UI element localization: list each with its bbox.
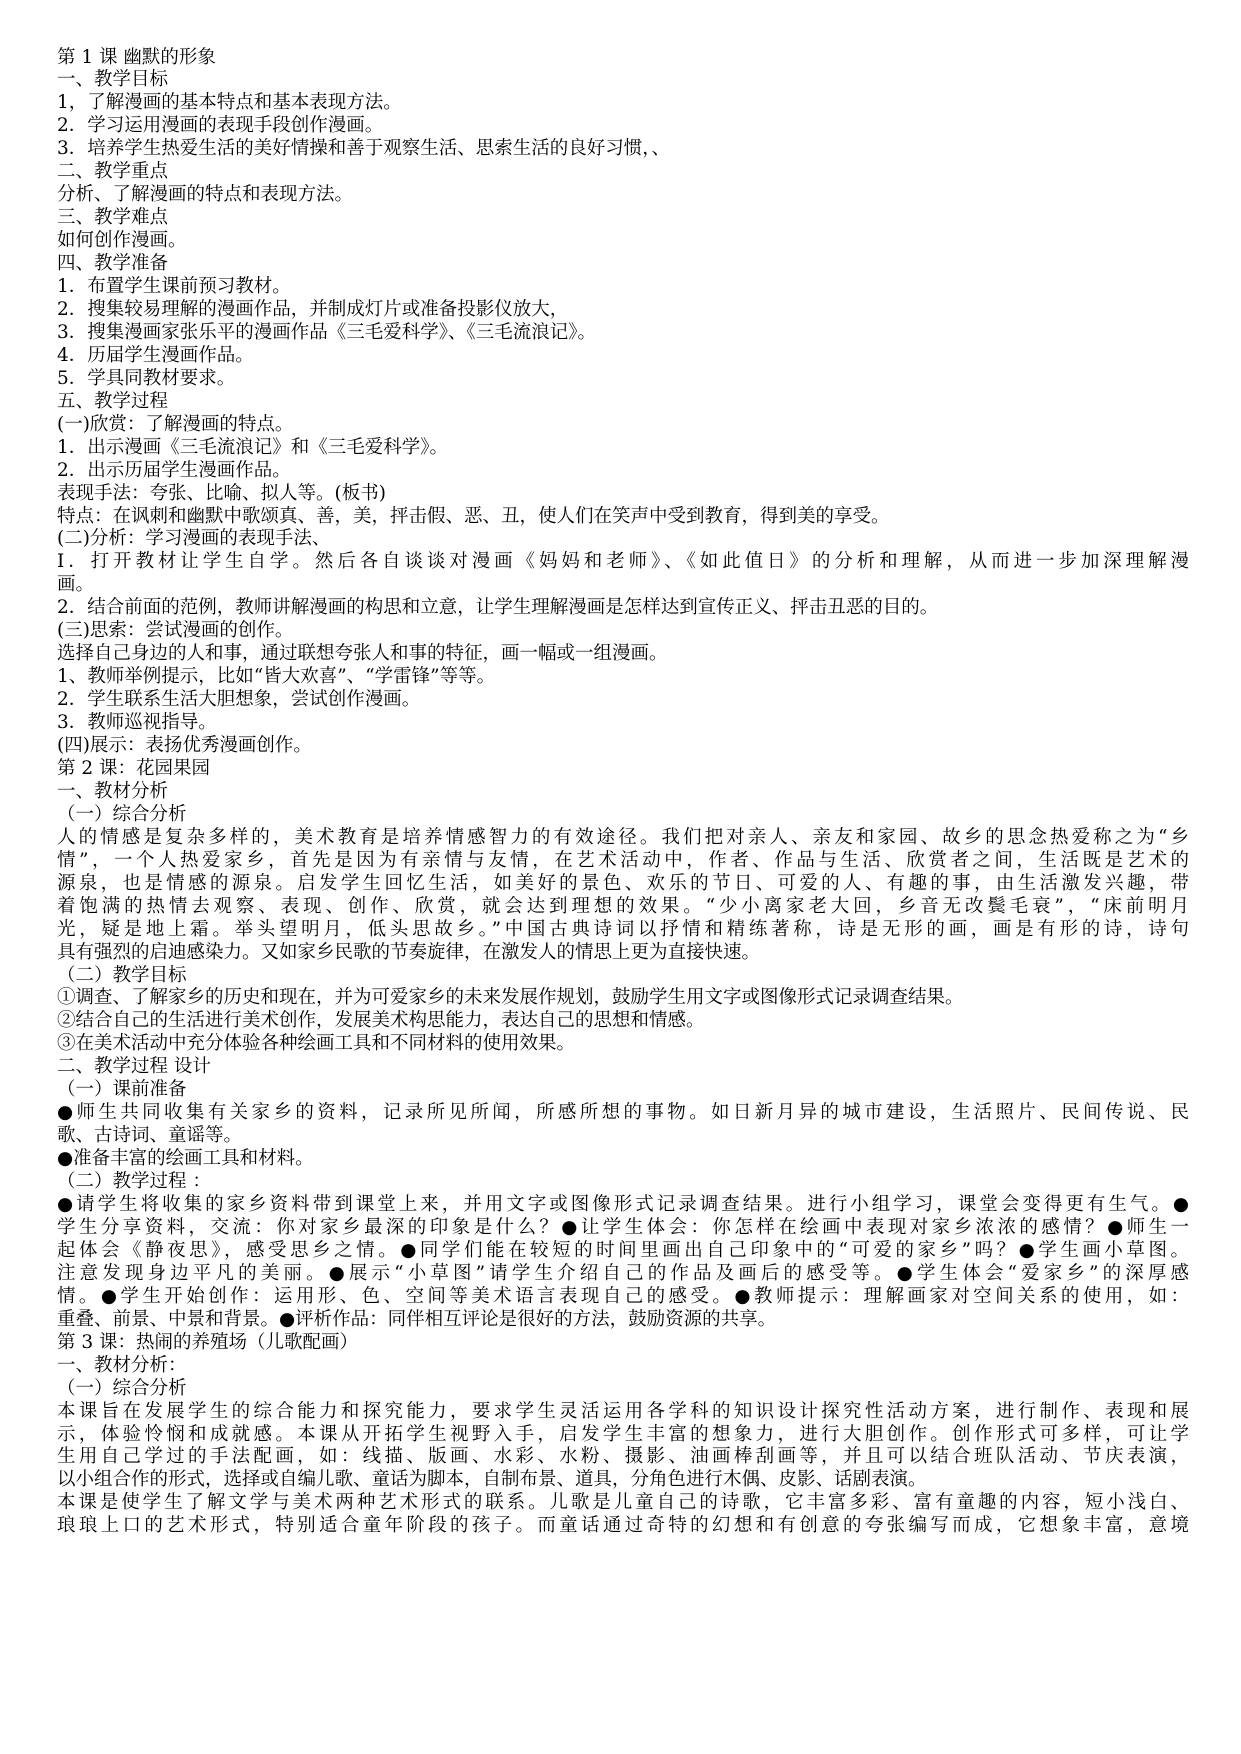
text-line: ●准备丰富的绘画工具和材料。 bbox=[57, 1148, 314, 1170]
text-line: ●师生共同收集有关家乡的资料，记录所见所闻，所感所想的事物。如日新月异的城市建设，生活照片、民间传说、民 bbox=[57, 1102, 1189, 1124]
text-line: 重叠、前景、中景和背景。●评析作品：同伴相互评论是很好的方法，鼓励资源的共享。 bbox=[57, 1308, 777, 1330]
text-line: 画。 bbox=[57, 574, 95, 596]
text-line: 示，体验怜悯和成就感。本课从开拓学生视野入手，启发学生丰富的想象力，进行大胆创作。创作形式可多样，可让学 bbox=[57, 1423, 1189, 1445]
text-line: 第 3 课：热闹的养殖场（儿歌配画） bbox=[57, 1331, 359, 1353]
text-line: （一）课前准备 bbox=[57, 1079, 187, 1101]
text-line: 人的情感是复杂多样的，美术教育是培养情感智力的有效途径。我们把对亲人、亲友和家园、故乡的思念热爱称之为“乡 bbox=[57, 826, 1189, 848]
text-line: 五、教学过程 bbox=[57, 390, 169, 412]
text-line: 2．结合前面的范例，教师讲解漫画的构思和立意，让学生理解漫画是怎样达到宣传正义、抨击丑恶的目的。 bbox=[57, 597, 939, 619]
text-line: 一、教材分析 bbox=[57, 780, 169, 802]
text-line: 光，疑是地上霜。举头望明月，低头思故乡。”中国古典诗词以抒情和精练著称，诗是无形的画，画是有形的诗，诗句 bbox=[57, 918, 1189, 940]
text-line: 三、教学难点 bbox=[57, 207, 169, 229]
text-line: ③在美术活动中充分体验各种绘画工具和不同材料的使用效果。 bbox=[57, 1033, 576, 1055]
text-line: 一、教材分析： bbox=[57, 1354, 187, 1376]
text-line: 表现手法：夸张、比喻、拟人等。(板书) bbox=[57, 482, 386, 504]
text-line: (一)欣赏：了解漫画的特点。 bbox=[57, 413, 294, 435]
text-line: 本课旨在发展学生的综合能力和探究能力，要求学生灵活运用各学科的知识设计探究性活动方案，进行制作、表现和展 bbox=[57, 1400, 1189, 1422]
text-line: 3．培养学生热爱生活的美好情操和善于观察生活、思索生活的良好习惯，、 bbox=[57, 138, 671, 160]
text-line: 起体会《静夜思》，感受思乡之情。●同学们能在较短的时间里画出自己印象中的“可爱的家乡”吗？●学生画小草图。 bbox=[57, 1239, 1189, 1261]
text-line: 情”，一个人热爱家乡，首先是因为有亲情与友情，在艺术活动中，作者、作品与生活、欣赏者之间，生活既是艺术的 bbox=[57, 849, 1189, 871]
text-line: 以小组合作的形式，选择或自编儿歌、童话为脚本，自制布景、道具，分角色进行木偶、皮影、话剧表演。 bbox=[57, 1469, 927, 1491]
text-line: 1．布置学生课前预习教材。 bbox=[57, 276, 291, 297]
text-line: 分析、了解漫画的特点和表现方法。 bbox=[57, 184, 354, 206]
text-line: 选择自己身边的人和事，通过联想夸张人和事的特征，画一幅或一组漫画。 bbox=[57, 643, 668, 665]
text-line: 具有强烈的启迪感染力。又如家乡民歌的节奏旋律，在激发人的情思上更为直接快速。 bbox=[57, 941, 761, 963]
text-line: 2．学习运用漫画的表现手段创作漫画。 bbox=[57, 115, 384, 137]
text-line: I．打开教材让学生自学。然后各自谈谈对漫画《妈妈和老师》、《如此值日》的分析和理解，从而进一步加深理解漫 bbox=[57, 551, 1189, 573]
text-line: 二、教学重点 bbox=[57, 161, 169, 183]
text-line: 四、教学准备 bbox=[57, 253, 169, 275]
text-line: ②结合自己的生活进行美术创作，发展美术构思能力，表达自己的思想和情感。 bbox=[57, 1010, 705, 1032]
text-line: 生用自己学过的手法配画，如：线描、版画、水彩、水粉、摄影、油画棒刮画等，并且可以结合班队活动、节庆表演， bbox=[57, 1446, 1189, 1468]
text-line: 学生分享资料，交流：你对家乡最深的印象是什么？●让学生体会：你怎样在绘画中表现对家乡浓浓的感情？●师生一 bbox=[57, 1216, 1189, 1238]
text-line: （一）综合分析 bbox=[57, 1377, 187, 1399]
text-line: 3．搜集漫画家张乐平的漫画作品《三毛爱科学》、《三毛流浪记》。 bbox=[57, 321, 597, 343]
text-line: 1，了解漫画的基本特点和基本表现方法。 bbox=[57, 92, 402, 114]
text-line: 二、教学过程 设计 bbox=[57, 1056, 211, 1078]
text-line: （二）教学过程 ： bbox=[57, 1171, 211, 1193]
text-line: ①调查、了解家乡的历史和现在，并为可爱家乡的未来发展作规划，鼓励学生用文字或图像形式记录调查结果。 bbox=[57, 987, 964, 1009]
text-line: 2．出示历届学生漫画作品。 bbox=[57, 459, 291, 481]
text-line: 歌、古诗词、童谣等。 bbox=[57, 1125, 243, 1147]
text-line: ●请学生将收集的家乡资料带到课堂上来，并用文字或图像形式记录调查结果。进行小组学习，课堂会变得更有生气。● bbox=[57, 1194, 1189, 1215]
text-line: (二)分析：学习漫画的表现手法、 bbox=[57, 528, 331, 550]
text-line: （二）教学目标 bbox=[57, 964, 187, 986]
text-line: 1．出示漫画《三毛流浪记》和《三毛爱科学》。 bbox=[57, 436, 449, 458]
text-line: (四)展示：表扬优秀漫画创作。 bbox=[57, 735, 312, 756]
text-line: 3．教师巡视指导。 bbox=[57, 712, 217, 734]
text-line: 第 1 课 幽默的形象 bbox=[57, 46, 216, 68]
text-line: 4．历届学生漫画作品。 bbox=[57, 344, 254, 366]
text-line: 情。●学生开始创作：运用形、色、空间等美术语言表现自己的感受。●教师提示：理解画家对空间关系的使用，如： bbox=[57, 1285, 1189, 1307]
text-line: 1、教师举例提示，比如“皆大欢喜”、“学雷锋”等等。 bbox=[57, 666, 496, 688]
text-line: 如何创作漫画。 bbox=[57, 230, 187, 252]
text-line: 特点：在讽刺和幽默中歌颂真、善，美，抨击假、恶、丑，使人们在笑声中受到教育，得到美的享受。 bbox=[57, 505, 890, 527]
text-line: （一）综合分析 bbox=[57, 803, 187, 825]
text-line: 琅琅上口的艺术形式，特别适合童年阶段的孩子。而童话通过奇特的幻想和有创意的夸张编写而成，它想象丰富，意境 bbox=[57, 1515, 1189, 1537]
text-line: 注意发现身边平凡的美丽。●展示“小草图”请学生介绍自己的作品及画后的感受等。●学生体会“爱家乡”的深厚感 bbox=[57, 1262, 1189, 1284]
text-line: 一、教学目标 bbox=[57, 69, 169, 91]
text-line: 2．搜集较易理解的漫画作品，并制成灯片或准备投影仪放大， bbox=[57, 298, 569, 320]
text-line: 第 2 课：花园果园 bbox=[57, 757, 211, 779]
text-line: 2．学生联系生活大胆想象，尝试创作漫画。 bbox=[57, 689, 421, 711]
text-line: 源泉，也是情感的源泉。启发学生回忆生活，如美好的景色、欢乐的节日、可爱的人、有趣的事，由生活激发兴趣，带 bbox=[57, 872, 1189, 894]
text-line: (三)思索：尝试漫画的创作。 bbox=[57, 620, 294, 642]
text-line: 着饱满的热情去观察、表现、创作、欣赏，就会达到理想的效果。“少小离家老大回，乡音无改鬓毛衰”，“床前明月 bbox=[57, 895, 1189, 917]
text-line: 本课是使学生了解文学与美术两种艺术形式的联系。儿歌是儿童自己的诗歌，它丰富多彩、富有童趣的内容，短小浅白、 bbox=[57, 1492, 1189, 1514]
text-line: 5．学具同教材要求。 bbox=[57, 367, 236, 389]
